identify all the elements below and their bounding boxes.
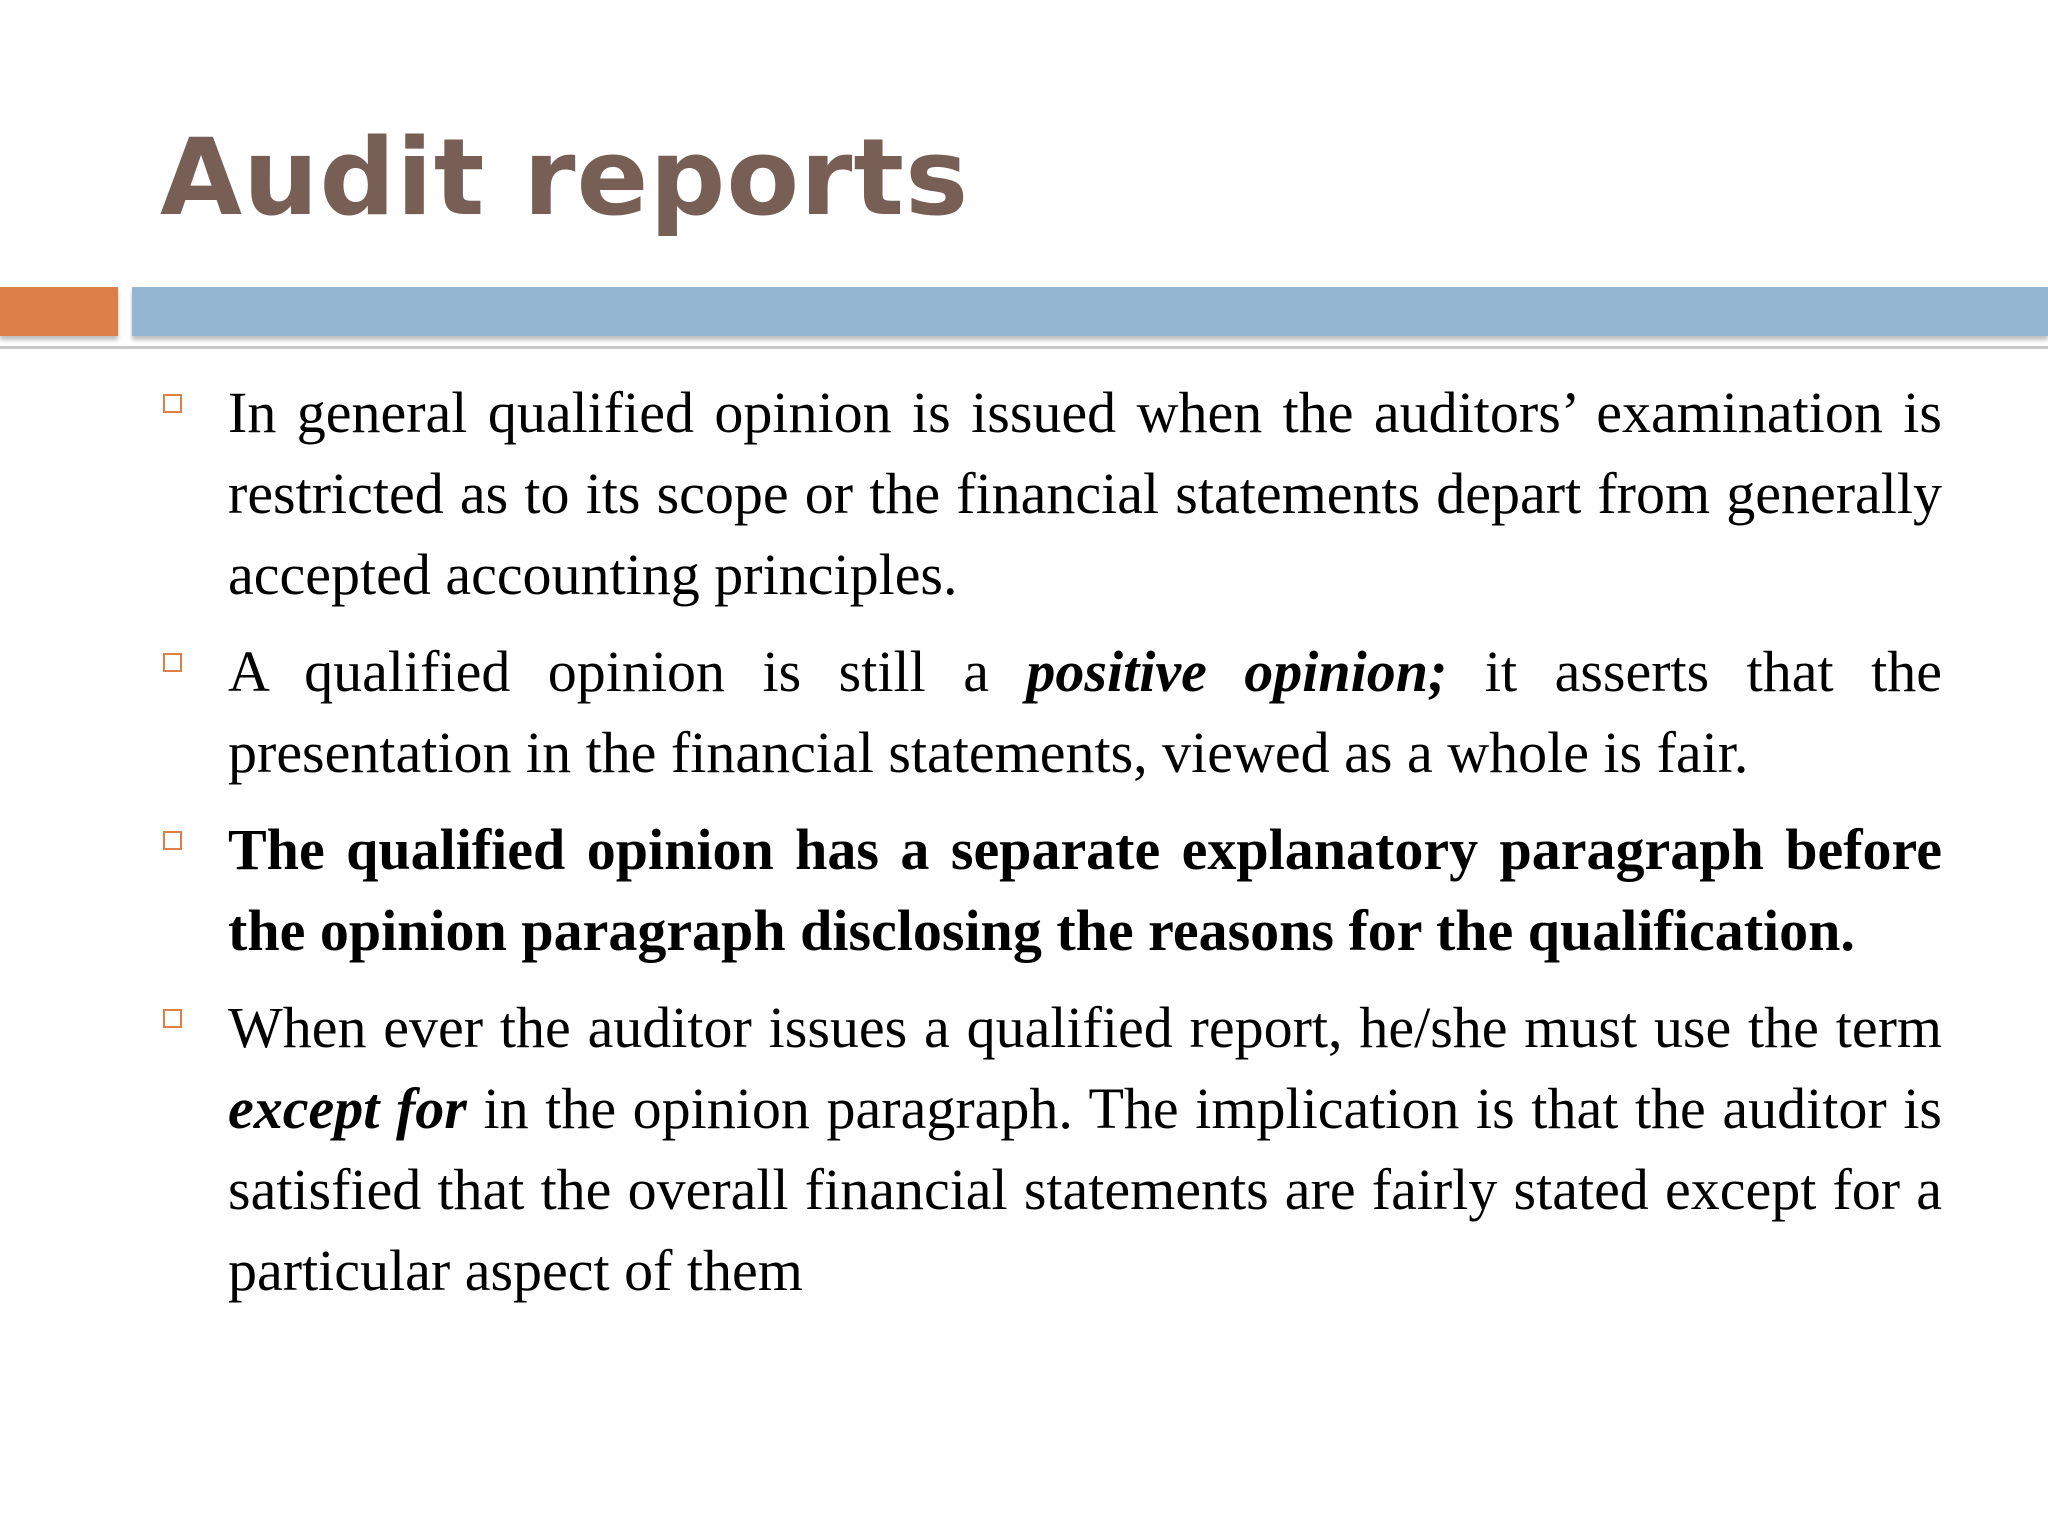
bullet-text: In general qualified opinion is issued when the auditors’ examination is restricted as to its scope or the financial statements depart from generally accepted accounting principles. xyxy=(228,380,1942,607)
bullet-text-start: When ever the auditor issues a qualified report, he/she must use the term xyxy=(228,995,1942,1060)
square-bullet-icon xyxy=(163,653,182,672)
bullet-item-2 xyxy=(160,631,1942,793)
slide-title: Audit reports xyxy=(160,116,970,239)
bullet-item-3 xyxy=(160,809,1942,971)
bullet-item-4 xyxy=(160,987,1942,1311)
emphasized-term: except for xyxy=(228,1076,467,1141)
emphasized-term: positive opinion; xyxy=(1026,639,1448,704)
bullet-list xyxy=(160,372,1942,1327)
bullet-text-end: it asserts that the presentation in the financial statements, viewed as a whole is fair. xyxy=(228,639,1942,785)
bullet-text-end: in the opinion paragraph. The implication is that the auditor is satisfied that the overall financial statements are fairly stated except for a particular aspect of them xyxy=(228,1076,1943,1303)
bullet-text-start: A qualified opinion is still a xyxy=(228,639,1027,704)
title-divider-line xyxy=(0,346,2048,349)
bullet-item-1 xyxy=(160,372,1942,615)
title-accent-bar-blue xyxy=(132,287,2048,336)
bullet-text: The qualified opinion has a separate explanatory paragraph before the opinion paragraph disclosing the reasons for the qualification. xyxy=(228,817,1942,963)
title-accent-bar-orange xyxy=(0,287,118,336)
square-bullet-icon xyxy=(163,1009,182,1028)
square-bullet-icon xyxy=(163,394,182,413)
square-bullet-icon xyxy=(163,831,182,850)
